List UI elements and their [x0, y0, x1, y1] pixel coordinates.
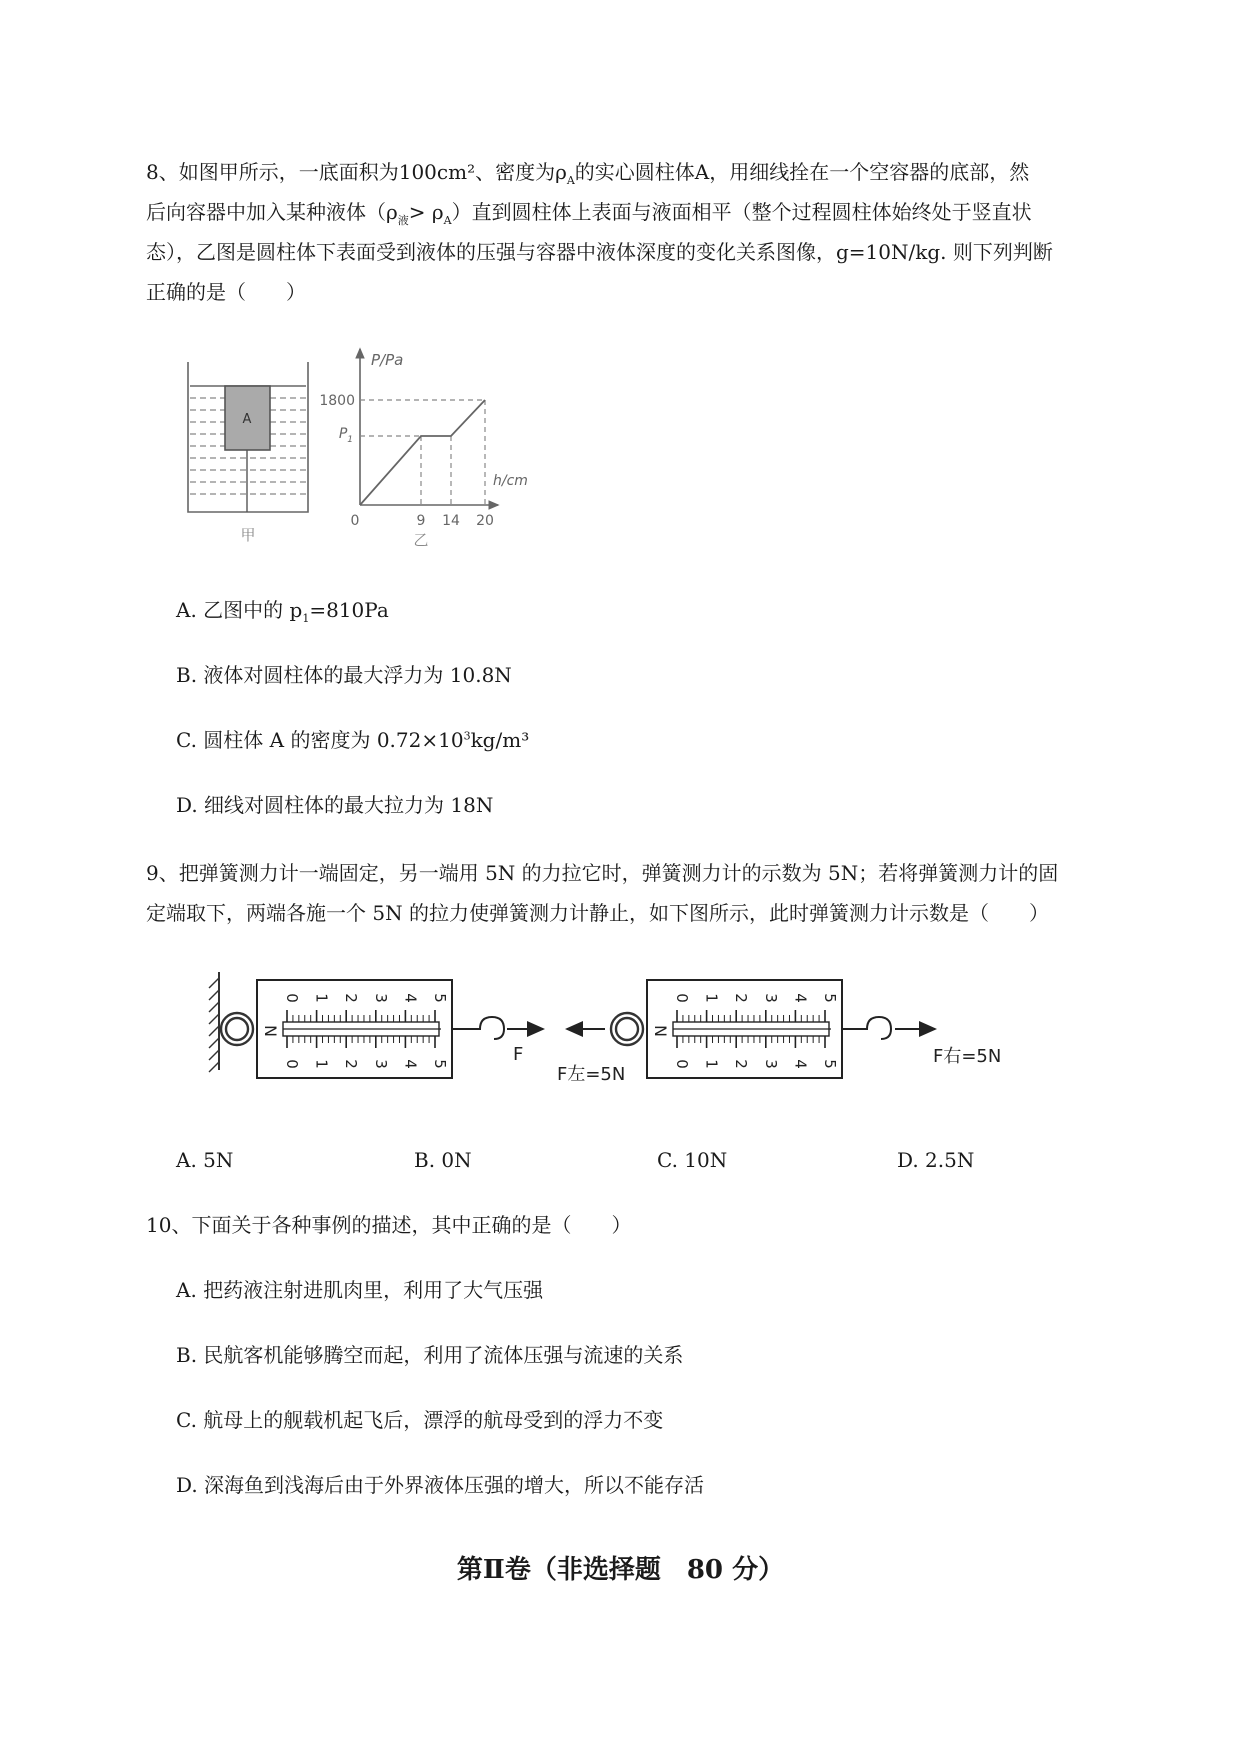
q10-option-a: A. 把药液注射进肌肉里，利用了大气压强: [176, 1278, 544, 1302]
figure-jia: [180, 360, 325, 550]
scale-number: 1: [702, 1059, 721, 1069]
figure-yi-graph: [315, 345, 545, 555]
pressure-curve: [360, 400, 485, 505]
scale-number: 3: [761, 1059, 780, 1069]
q9-line-2: 定端取下，两端各施一个 5N 的拉力使弹簧测力计静止，如下图所示，此时弹簧测力计示数是（ ）: [146, 901, 1049, 925]
scale-number: 1: [312, 993, 331, 1003]
ring-right: [611, 1013, 643, 1045]
caption-yi: 乙: [413, 531, 429, 549]
caption-jia: 甲: [240, 526, 256, 544]
x-tick-9: 9: [416, 513, 426, 529]
scale-number: 1: [702, 993, 721, 1003]
q8-option-a: A. 乙图中的 $p_1=810Pa$: [176, 598, 389, 625]
spring-scale-1: [257, 980, 452, 1078]
q10-option-d: D. 深海鱼到浅海后由于外界液体压强的增大，所以不能存活: [176, 1473, 705, 1497]
force-left-label: F左=5N: [557, 1064, 626, 1085]
spring-scale-figure: [195, 960, 1015, 1090]
scale-number: 0: [673, 1059, 691, 1069]
q8-stem: [146, 152, 1156, 312]
scale-number: 4: [791, 1059, 810, 1069]
q8-option-b: B. 液体对圆柱体的最大浮力为 10.8N: [176, 663, 512, 687]
scale-number: 2: [342, 1059, 361, 1069]
scale-number: 4: [401, 1059, 420, 1069]
wall: [209, 972, 219, 1072]
rho-a-sub: A: [566, 174, 575, 187]
scale-number: 5: [431, 1059, 449, 1069]
scale-number: 3: [371, 993, 390, 1003]
x-tick-14: 14: [442, 513, 460, 529]
q10-option-c: C. 航母上的舰载机起飞后，漂浮的航母受到的浮力不变: [176, 1408, 664, 1432]
scale-number: 5: [821, 1059, 839, 1069]
q9-stem: [146, 853, 1156, 933]
scale-unit: N: [651, 1025, 670, 1037]
q9-option-d: D. 2.5N: [897, 1148, 975, 1172]
q9-option-c: C. 10N: [657, 1148, 728, 1172]
q9-line-1: 9、把弹簧测力计一端固定，另一端用 5N 的力拉它时，弹簧测力计的示数为 5N；若将弹簧测力计的固: [146, 861, 1059, 885]
scale-number: 4: [791, 993, 810, 1003]
force-right-label: F右=5N: [933, 1046, 1002, 1067]
scale-number: 4: [401, 993, 420, 1003]
scale-number: 3: [371, 1059, 390, 1069]
scale-unit: N: [261, 1025, 280, 1037]
cylinder-a-label: A: [242, 412, 252, 427]
q10-stem: 10、下面关于各种事例的描述，其中正确的是（ ）: [146, 1213, 632, 1237]
scale-number: 2: [732, 1059, 751, 1069]
scale-number: 0: [283, 993, 301, 1003]
q9-option-a: A. 5N: [176, 1148, 234, 1172]
x-axis-label: h/cm: [493, 473, 528, 489]
scale-number: 5: [431, 993, 449, 1003]
q8-line-2: 后向容器中加入某种液体$(\rho_液> \rho_A)$直到圆柱体上表面与液面相平（整个过程圆柱体始终处于竖直状: [146, 200, 1032, 227]
x-tick-20: 20: [476, 513, 494, 529]
origin-label: 0: [350, 513, 360, 529]
scale-number: 0: [283, 1059, 301, 1069]
y-axis-label: P/Pa: [371, 351, 404, 369]
scale-number: 2: [732, 993, 751, 1003]
q8-option-d: D. 细线对圆柱体的最大拉力为 18N: [176, 793, 494, 817]
rho-a-sub-2: A: [443, 214, 452, 227]
q8-line-1: 8、如图甲所示，一底面积为100cm²、密度为$\rho_A$的实心圆柱体A，用细线拴在一个空容器的底部，然: [146, 160, 1030, 187]
q8-line-4: 正确的是（ ）: [146, 280, 306, 304]
y-tick-1800: 1800: [319, 393, 355, 409]
scale-number: 5: [821, 993, 839, 1003]
rho-liquid-sub: 液: [397, 214, 409, 227]
force-f-label: F: [513, 1044, 524, 1065]
scale-number: 3: [761, 993, 780, 1003]
q8-line-3: 态），乙图是圆柱体下表面受到液体的压强与容器中液体深度的变化关系图像，g=10N/kg. 则下列判断: [146, 240, 1053, 264]
ring-left: [221, 1013, 253, 1045]
y-tick-p1: $P_1$: [338, 426, 353, 445]
spring-scale-2: [647, 980, 842, 1078]
section-title: 第Ⅱ卷（非选择题 80 分）: [456, 1555, 785, 1585]
scale-number: 2: [342, 993, 361, 1003]
q8-option-c: C. 圆柱体 A 的密度为 $0.72\times 10^3kg/m^3$: [176, 728, 530, 752]
scale-number: 0: [673, 993, 691, 1003]
q10-option-b: B. 民航客机能够腾空而起，利用了流体压强与流速的关系: [176, 1343, 684, 1367]
scale-number: 1: [312, 1059, 331, 1069]
q9-option-b: B. 0N: [414, 1148, 472, 1172]
